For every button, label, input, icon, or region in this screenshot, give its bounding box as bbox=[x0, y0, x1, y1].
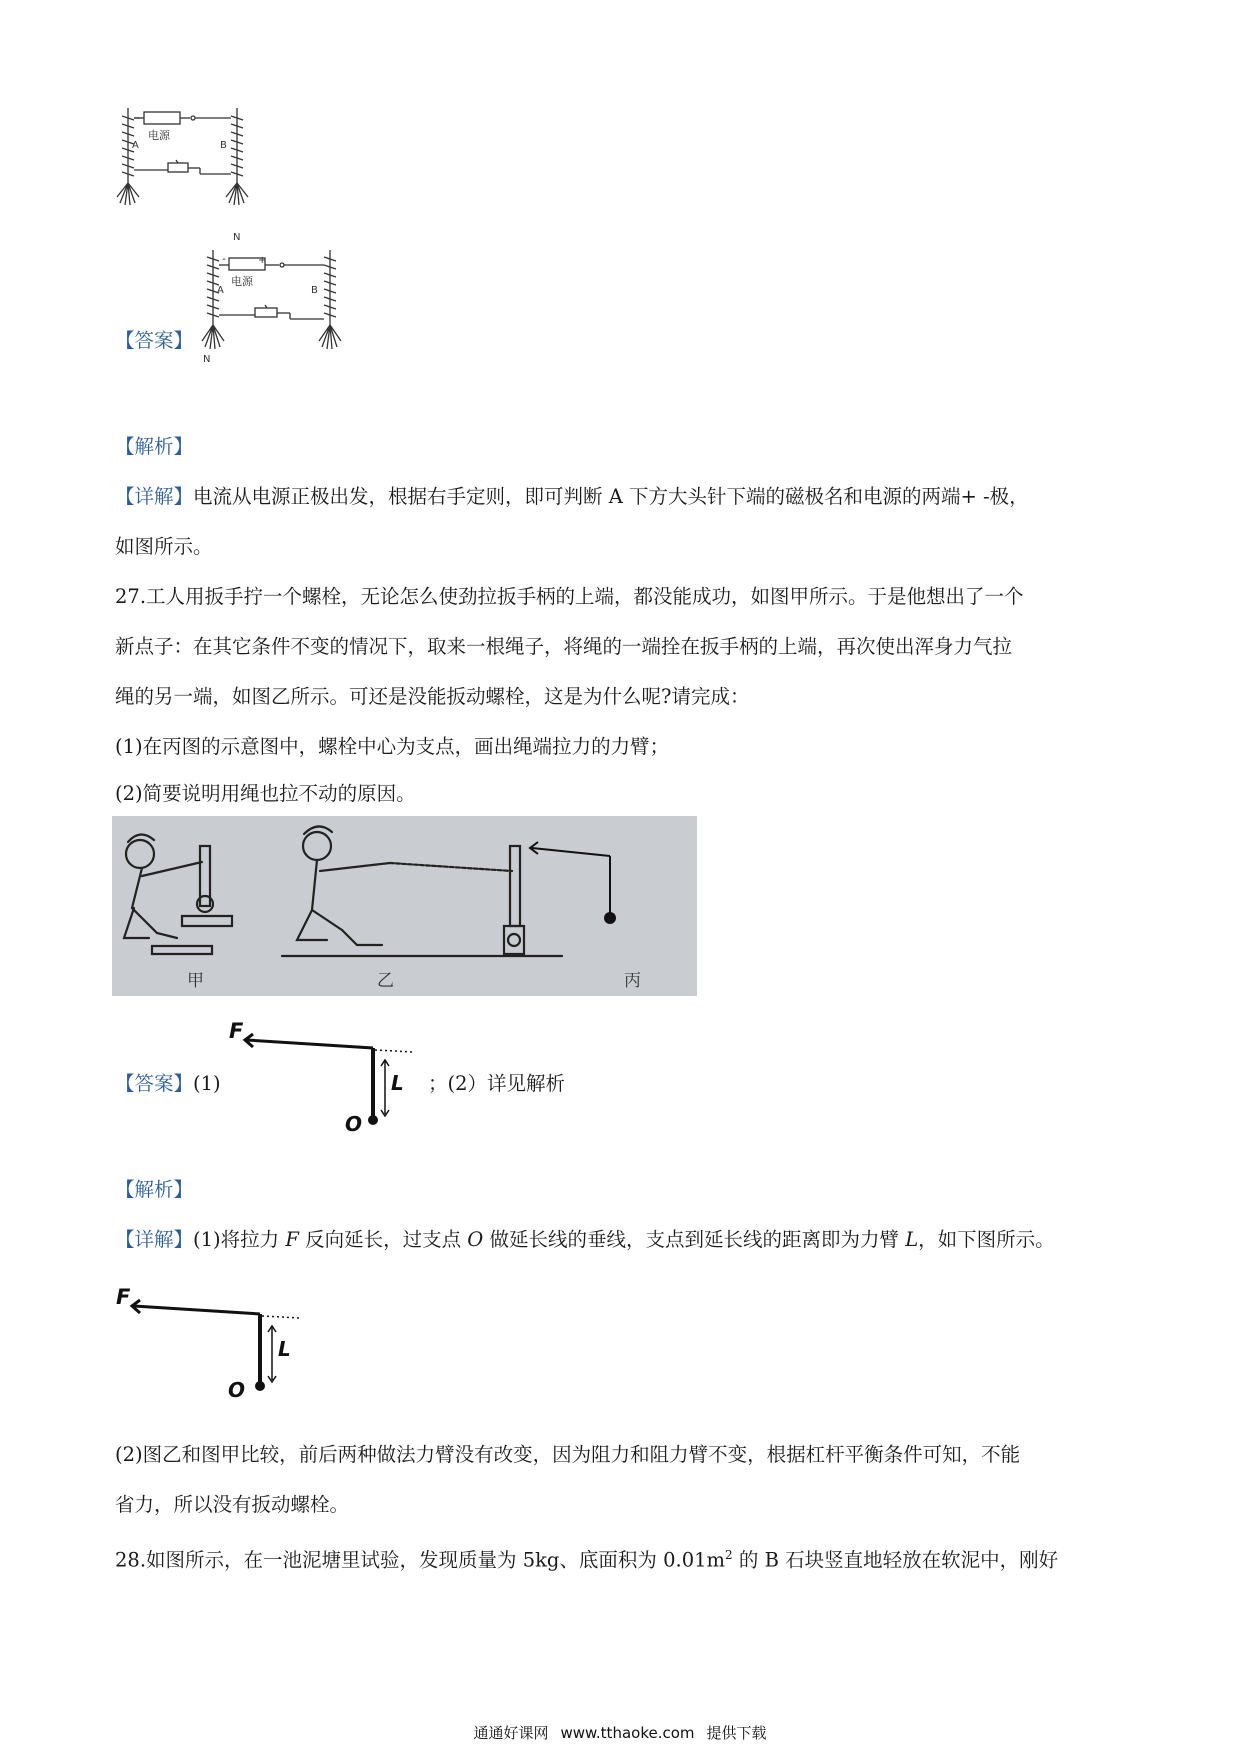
arm-label: L bbox=[278, 1337, 291, 1361]
coil-a-label: A bbox=[132, 140, 139, 151]
detail-26-line1 bbox=[115, 485, 1029, 509]
plus-label: + bbox=[258, 255, 267, 266]
page-footer bbox=[0, 1722, 1240, 1743]
arm-label: L bbox=[391, 1071, 404, 1095]
detail-27-line1 bbox=[115, 1228, 1055, 1252]
circuit-figure-question bbox=[110, 108, 280, 243]
detail-tag: 【详解】 bbox=[115, 485, 194, 508]
analysis-tag-26: 【解析】 bbox=[115, 435, 194, 458]
pole-n-label: N bbox=[233, 232, 241, 243]
detail-var-f: F bbox=[285, 1228, 299, 1251]
q27-stem-line2: 新点子：在其它条件不变的情况下，取来一根绳子，将绳的一端拴在扳手柄的上端，再次使出浑身力气拉 bbox=[115, 635, 1013, 658]
caption-yi: 乙 bbox=[377, 971, 394, 991]
answer-tag-26: 【答案】 bbox=[115, 329, 194, 352]
answer-tag-27: 【答案】 bbox=[115, 1072, 194, 1095]
power-label: 电源 bbox=[231, 275, 253, 288]
circuit-figure-answer bbox=[195, 245, 375, 405]
coil-b-label: B bbox=[311, 285, 318, 296]
detail-tag: 【详解】 bbox=[115, 1228, 194, 1251]
analysis-tag-27: 【解析】 bbox=[115, 1178, 194, 1201]
footer-url[interactable]: www.tthaoke.com bbox=[560, 1724, 695, 1742]
force-label: F bbox=[116, 1285, 131, 1309]
coil-b-label: B bbox=[220, 140, 227, 151]
caption-bing: 丙 bbox=[624, 971, 641, 991]
q28-stem-a: 28.如图所示，在一池泥塘里试验，发现质量为 5kg、底面积为 0.01m bbox=[115, 1548, 726, 1572]
q27-sub1: (1)在丙图的示意图中，螺栓中心为支点，画出绳端拉力的力臂； bbox=[115, 735, 670, 758]
detail-var-l: L bbox=[905, 1228, 919, 1251]
detail-text-c: 反向延长，过支点 bbox=[298, 1228, 468, 1251]
answer-27-part2: ；(2）详见解析 bbox=[428, 1072, 566, 1095]
answer-27-part1: (1) bbox=[193, 1072, 221, 1095]
q28-stem-b: 的 B 石块竖直地轻放在软泥中，刚好 bbox=[732, 1548, 1059, 1572]
power-label: 电源 bbox=[148, 129, 170, 142]
pivot-label: O bbox=[345, 1112, 363, 1133]
pole-n-label: N bbox=[203, 354, 211, 365]
detail-27-part2-line2: 省力，所以没有扳动螺栓。 bbox=[115, 1493, 350, 1516]
detail-text-e: 做延长线的垂线，支点到延长线的距离即为力臂 bbox=[483, 1228, 906, 1251]
detail-text-a: (1)将拉力 bbox=[193, 1228, 286, 1251]
detail-text-g: ，如下图所示。 bbox=[918, 1228, 1055, 1251]
coil-a-label: A bbox=[217, 285, 224, 296]
wrench-figure bbox=[112, 816, 697, 996]
q27-stem-line3: 绳的另一端，如图乙所示。可还是没能扳动螺栓，这是为什么呢?请完成： bbox=[115, 685, 750, 708]
pivot-label: O bbox=[228, 1378, 246, 1400]
lever-diagram-detail bbox=[112, 1280, 312, 1400]
footer-action: 提供下载 bbox=[706, 1724, 767, 1742]
q27-sub2: (2)简要说明用绳也拉不动的原因。 bbox=[115, 782, 416, 805]
q28-stem-sup: 2 bbox=[725, 1548, 733, 1562]
detail-var-o: O bbox=[467, 1228, 484, 1251]
force-label: F bbox=[229, 1019, 244, 1043]
caption-jia: 甲 bbox=[187, 971, 204, 991]
q27-stem-line1: 27.工人用扳手拧一个螺栓，无论怎么使劲拉扳手柄的上端，都没能成功，如图甲所示。于是他想出了一个 bbox=[115, 585, 1024, 608]
q28-stem-line1 bbox=[115, 1543, 1058, 1573]
answer-27-prefix bbox=[115, 1068, 221, 1096]
detail-27-part2-line1: (2)图乙和图甲比较，前后两种做法力臂没有改变，因为阻力和阻力臂不变，根据杠杆平衡条件可知，不能 bbox=[115, 1443, 1021, 1466]
footer-site-name: 通通好课网 bbox=[473, 1724, 549, 1742]
lever-diagram-answer bbox=[225, 1018, 425, 1133]
minus-label: - bbox=[222, 252, 226, 265]
detail-26-line2: 如图所示。 bbox=[115, 535, 213, 558]
detail-text: 电流从电源正极出发，根据右手定则，即可判断 A 下方大头针下端的磁极名和电源的两端+ -极， bbox=[193, 485, 1029, 508]
